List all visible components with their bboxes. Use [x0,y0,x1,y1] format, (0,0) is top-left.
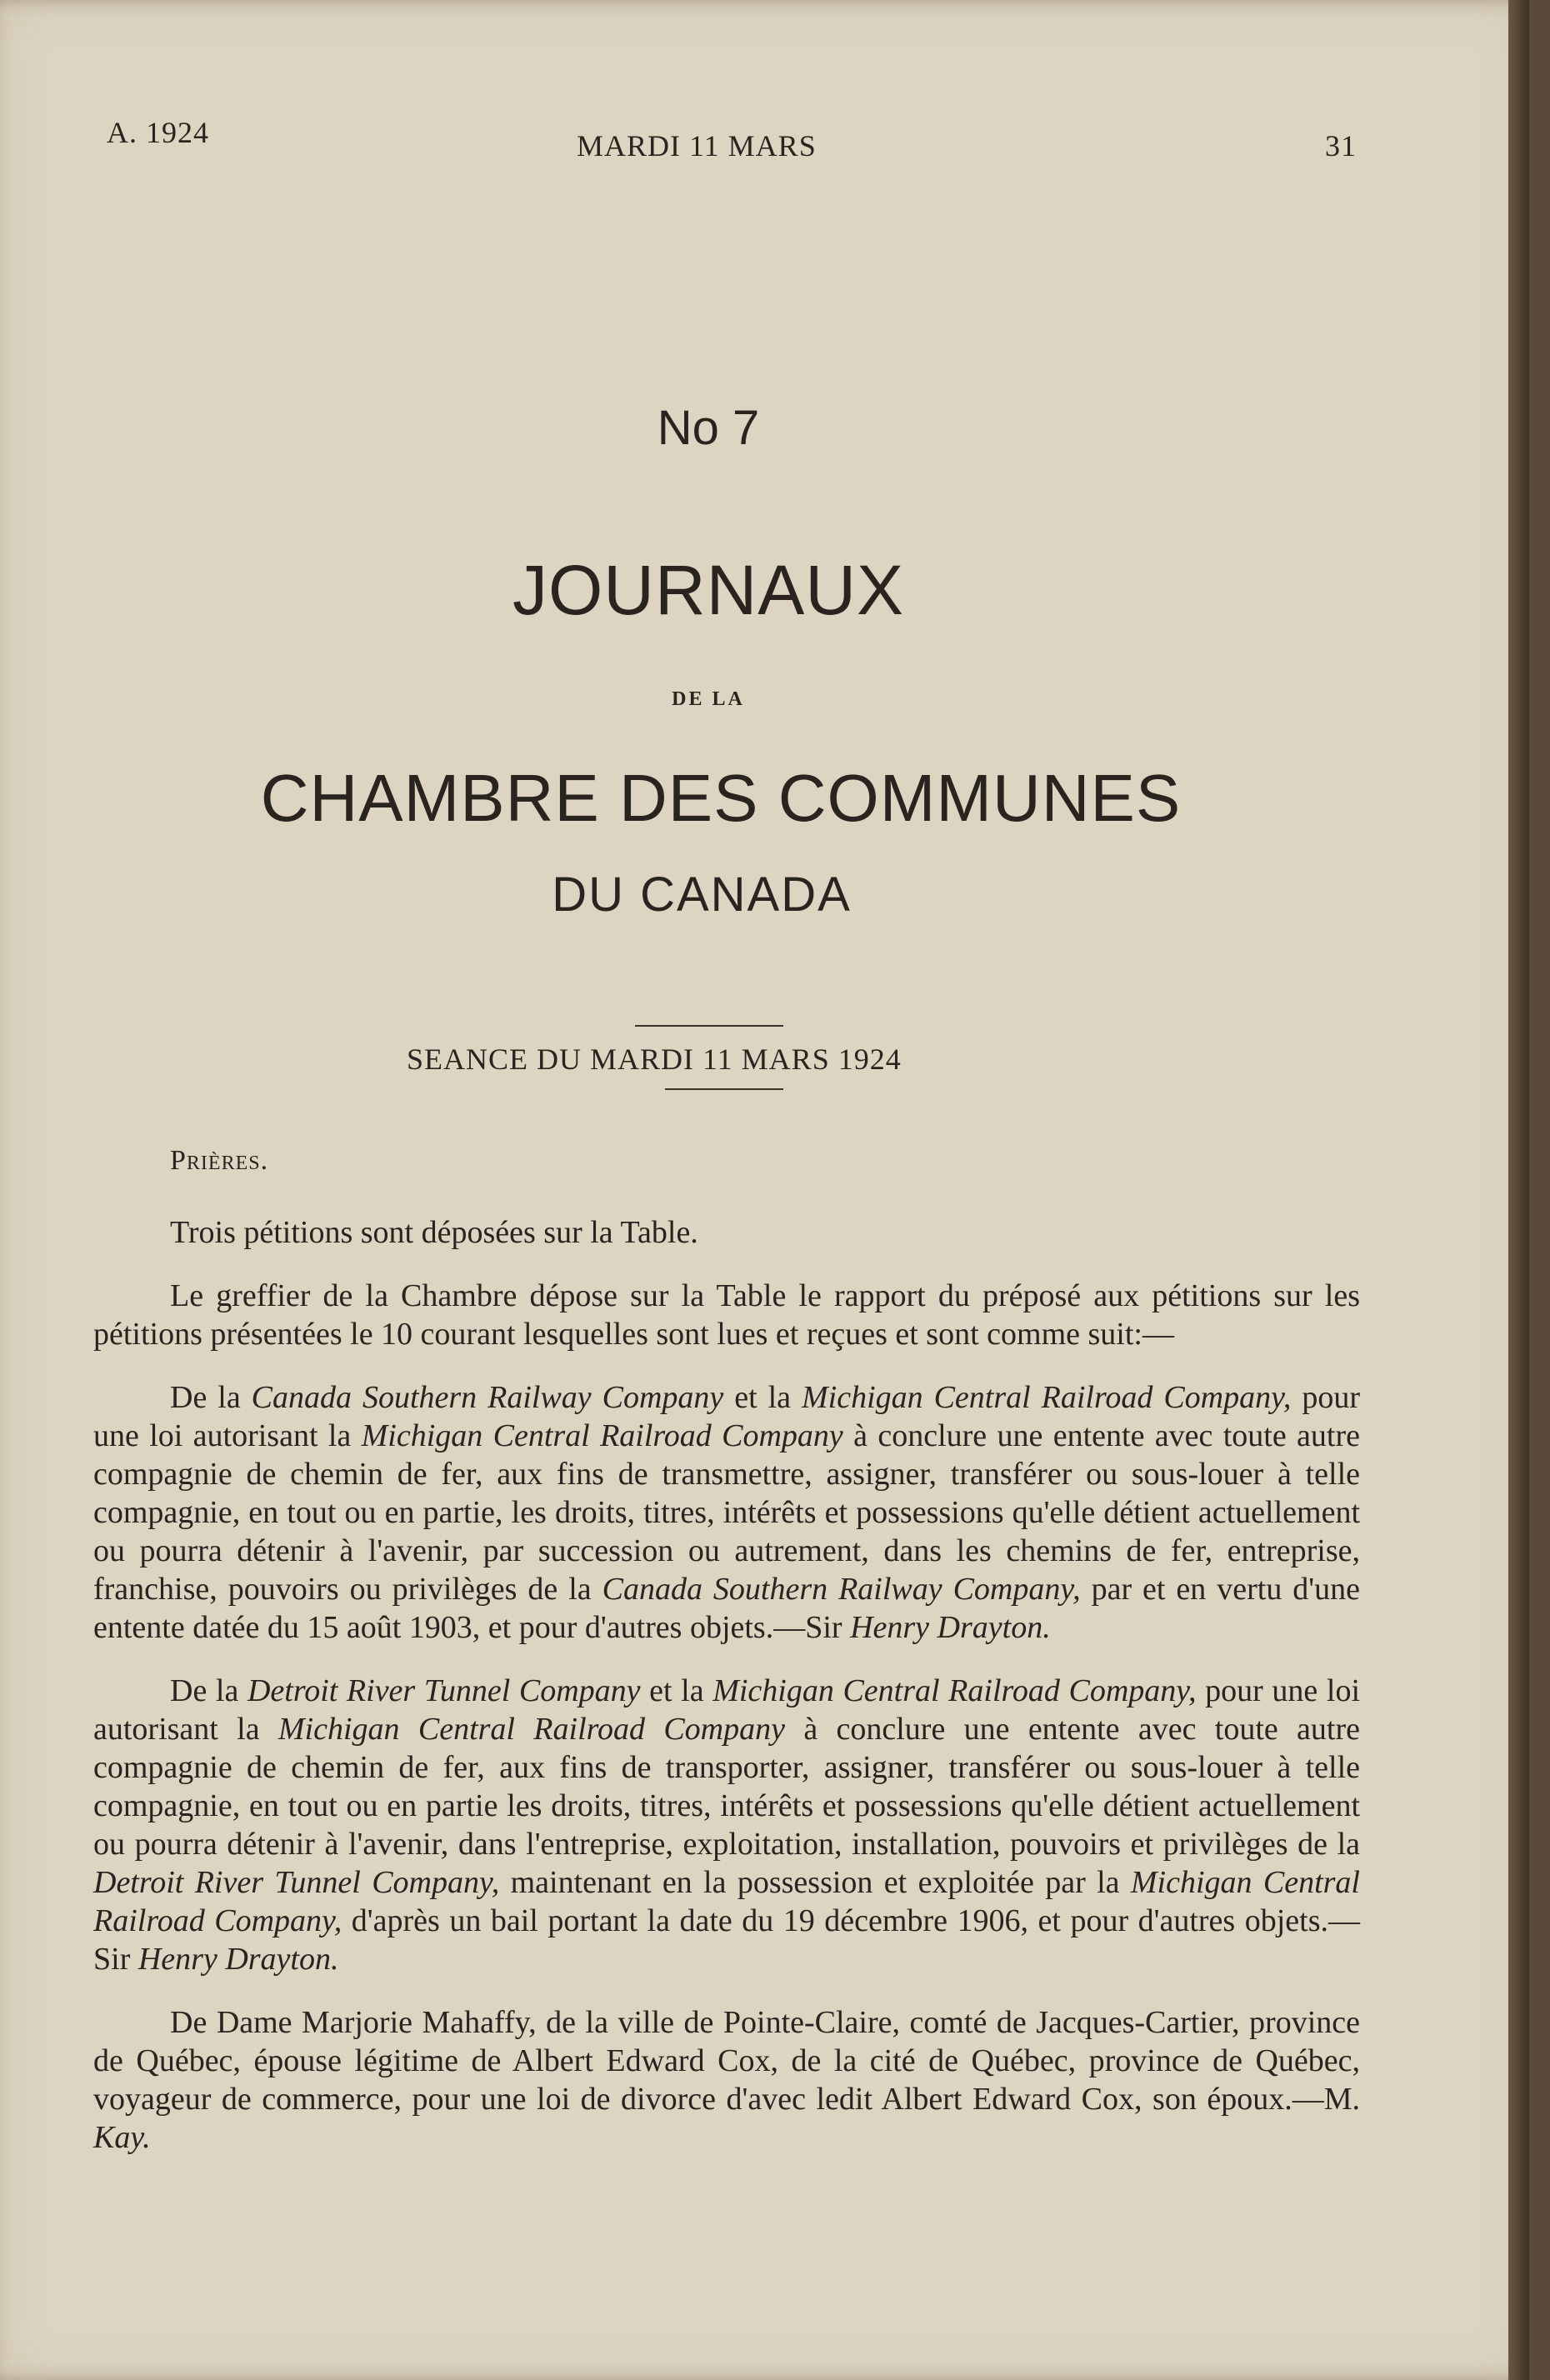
header-date: MARDI 11 MARS [577,129,817,162]
italic-name: Michigan Central Railroad Company, [712,1673,1197,1708]
text-run: à conclure une entente avec toute autre compagnie de chemin de fer, aux fins de transporter, assigner, transférer ou sous-louer à telle compagnie, en tout ou en partie les droits, titres, intérêts et possessions qu'elle détient actuellement ou pourra détenir à l'avenir, dans l'entreprise, exploitation, installation, pouvoirs et privilèges de la [93,1712,1361,1862]
italic-name: Michigan Central Railroad Company, [93,1865,1360,1938]
text-run: maintenant en la possession et exploitée par la [499,1865,1131,1900]
country-title: DU CANADA [552,868,852,922]
text-run: De la [170,1380,252,1415]
text-run: et la [640,1673,713,1708]
text-run: à conclure une entente avec toute autre compagnie de chemin de fer, aux fins de transmettre, assigner, transférer ou sous-louer à telle compagnie, en tout ou en partie, les droits, titres, intérêts et possessions qu'elle détient actuellement ou pourra détenir à l'avenir, par succession ou autrement, dans les chemins de fer, entreprise, franchise, pouvoirs ou privilèges de la [93,1418,1360,1607]
text-run: et la [723,1380,802,1415]
clerk-report-paragraph: Le greffier de la Chambre dépose sur la Table le rapport du préposé aux pétitions sur les pétitions présentées le 10 courant lesquelles sont lues et reçues et sont comme suit:— [93,1278,1360,1352]
italic-name: Kay. [93,2120,151,2155]
petition-detroit-river-tunnel [93,1672,1360,1978]
text-run: d'après un bail portant la date du 19 décembre 1906, et pour d'autres objets.—Sir [93,1903,1360,1977]
title-connector: DE LA [672,688,745,710]
italic-name: Henry Drayton. [138,1942,339,1977]
top-rule [635,1025,783,1027]
text-run: De la [170,1673,248,1708]
petition-canada-southern [93,1378,1360,1647]
italic-name: Detroit River Tunnel Company [247,1673,641,1708]
journal-title: JOURNAUX [512,551,905,629]
book-spine-edge [1508,0,1529,2380]
italic-name: Henry Drayton. [850,1610,1051,1645]
text-run: par et en vertu d'une entente datée du 15 août 1903, et pour d'autres objets.—Sir [93,1572,1360,1645]
text-run: pour une loi autorisant la [93,1380,1361,1453]
text-run: De Dame Marjorie Mahaffy, de la ville de Pointe-Claire, comté de Jacques-Cartier, province de Québec, épouse légitime de Albert Edward Cox, de la cité de Québec, province de Québec, voyageur de commerce, pour une loi de divorce d'avec ledit Albert Edward Cox, son époux.—M. [93,2005,1360,2117]
chamber-title: CHAMBRE DES COMMUNES [260,761,1182,835]
running-header [107,115,1357,165]
text-run: pour une loi autorisant la [93,1673,1361,1747]
italic-name: Michigan Central Railroad Company [278,1712,785,1747]
italic-name: Canada Southern Railway Company [251,1380,724,1415]
issue-number: No 7 [657,401,760,455]
italic-name: Michigan Central Railroad Company, [802,1380,1292,1415]
proceedings-body [93,1142,1360,2182]
italic-name: Detroit River Tunnel Company, [93,1865,500,1900]
header-year: A. 1924 [107,116,209,149]
page-number: 31 [1325,129,1357,162]
petitions-tabled-paragraph: Trois pétitions sont déposées sur la Table. [170,1215,698,1250]
petition-mahaffy-divorce [93,2003,1360,2157]
session-heading: SEANCE DU MARDI 11 MARS 1924 [407,1042,902,1076]
italic-name: Canada Southern Railway Company, [602,1572,1081,1607]
prayers-heading: Prières. [170,1145,269,1176]
bottom-rule [665,1088,783,1090]
italic-name: Michigan Central Railroad Company [361,1418,843,1453]
